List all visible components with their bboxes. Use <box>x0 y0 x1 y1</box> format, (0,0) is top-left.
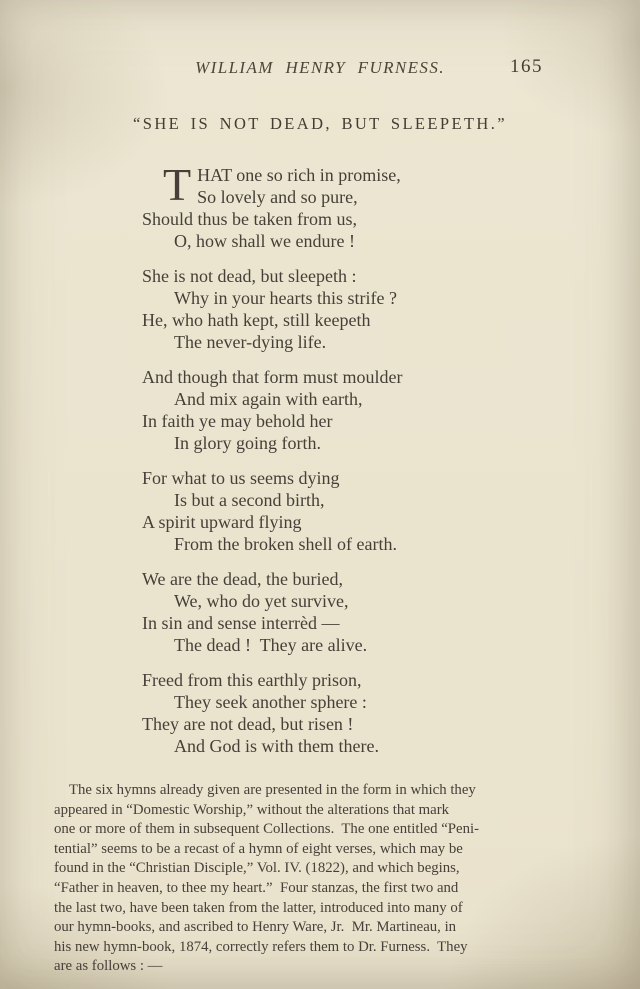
poem-line: In glory going forth. <box>174 433 321 453</box>
prose-line: The six hymns already given are presented in the form in which they <box>69 782 476 798</box>
poem-line: The dead ! They are alive. <box>174 635 368 655</box>
prose-line: “Father in heaven, to thee my heart.” Four stanzas, the first two and <box>54 879 459 896</box>
poem-line: In faith ye may behold her <box>142 411 333 431</box>
poem-title: “SHE IS NOT DEAD, BUT SLEEPETH.” <box>133 114 507 133</box>
poem-line: O, how shall we endure ! <box>174 231 355 251</box>
poem-line: In sin and sense interrèd — <box>142 613 340 633</box>
poem-line: They are not dead, but risen ! <box>142 714 354 734</box>
prose-paragraph <box>54 781 586 977</box>
poem-line: For what to us seems dying <box>142 468 340 488</box>
poem-line: The never-dying life. <box>174 332 327 352</box>
poem-line: From the broken shell of earth. <box>174 534 397 554</box>
prose-line: his new hymn-book, 1874, correctly refers them to Dr. Furness. They <box>54 938 468 955</box>
page-header <box>0 0 640 78</box>
poem-stanza <box>142 669 640 757</box>
poem-line: Why in your hearts this strife ? <box>174 288 397 308</box>
poem-line: So lovely and so pure, <box>197 187 358 207</box>
prose-line: found in the “Christian Disciple,” Vol. IV. (1822), and which begins, <box>54 860 460 877</box>
poem-line: They seek another sphere : <box>174 692 367 712</box>
poem-line: A spirit upward flying <box>142 512 302 532</box>
prose-line: are as follows : — <box>54 958 163 975</box>
poem-line-text: HAT one so rich in promise, <box>197 165 401 185</box>
poem-line: Should thus be taken from us, <box>142 209 357 229</box>
poem-stanza <box>142 159 640 252</box>
poem-line: We are the dead, the buried, <box>142 569 343 589</box>
poem-line: Is but a second birth, <box>174 490 325 510</box>
poem-line: And God is with them there. <box>174 736 379 756</box>
prose-line: appeared in “Domestic Worship,” without the alterations that mark <box>54 801 450 818</box>
poem-line: Freed from this earthly prison, <box>142 670 362 690</box>
poem-line: She is not dead, but sleepeth : <box>142 266 357 286</box>
prose-line: tential” seems to be a recast of a hymn of eight verses, which may be <box>54 840 463 857</box>
poem-line: And mix again with earth, <box>174 389 363 409</box>
poem-stanza <box>142 467 640 555</box>
poem-line: He, who hath kept, still keepeth <box>142 310 371 330</box>
poem-stanza <box>142 568 640 656</box>
prose-line: the last two, have been taken from the latter, introduced into many of <box>54 899 463 916</box>
prose-line: our hymn-books, and ascribed to Henry Ware, Jr. Mr. Martineau, in <box>54 919 457 936</box>
running-header-title: WILLIAM HENRY FURNESS. <box>195 58 445 77</box>
drop-cap-letter: T <box>163 159 192 210</box>
poem-line: And though that form must moulder <box>142 367 403 387</box>
prose-line: one or more of them in subsequent Collections. The one entitled “Peni- <box>54 821 480 838</box>
poem <box>142 159 640 757</box>
page-number: 165 <box>510 56 543 77</box>
poem-stanza <box>142 265 640 353</box>
poem-line: We, who do yet survive, <box>174 591 349 611</box>
poem-stanza <box>142 366 640 454</box>
